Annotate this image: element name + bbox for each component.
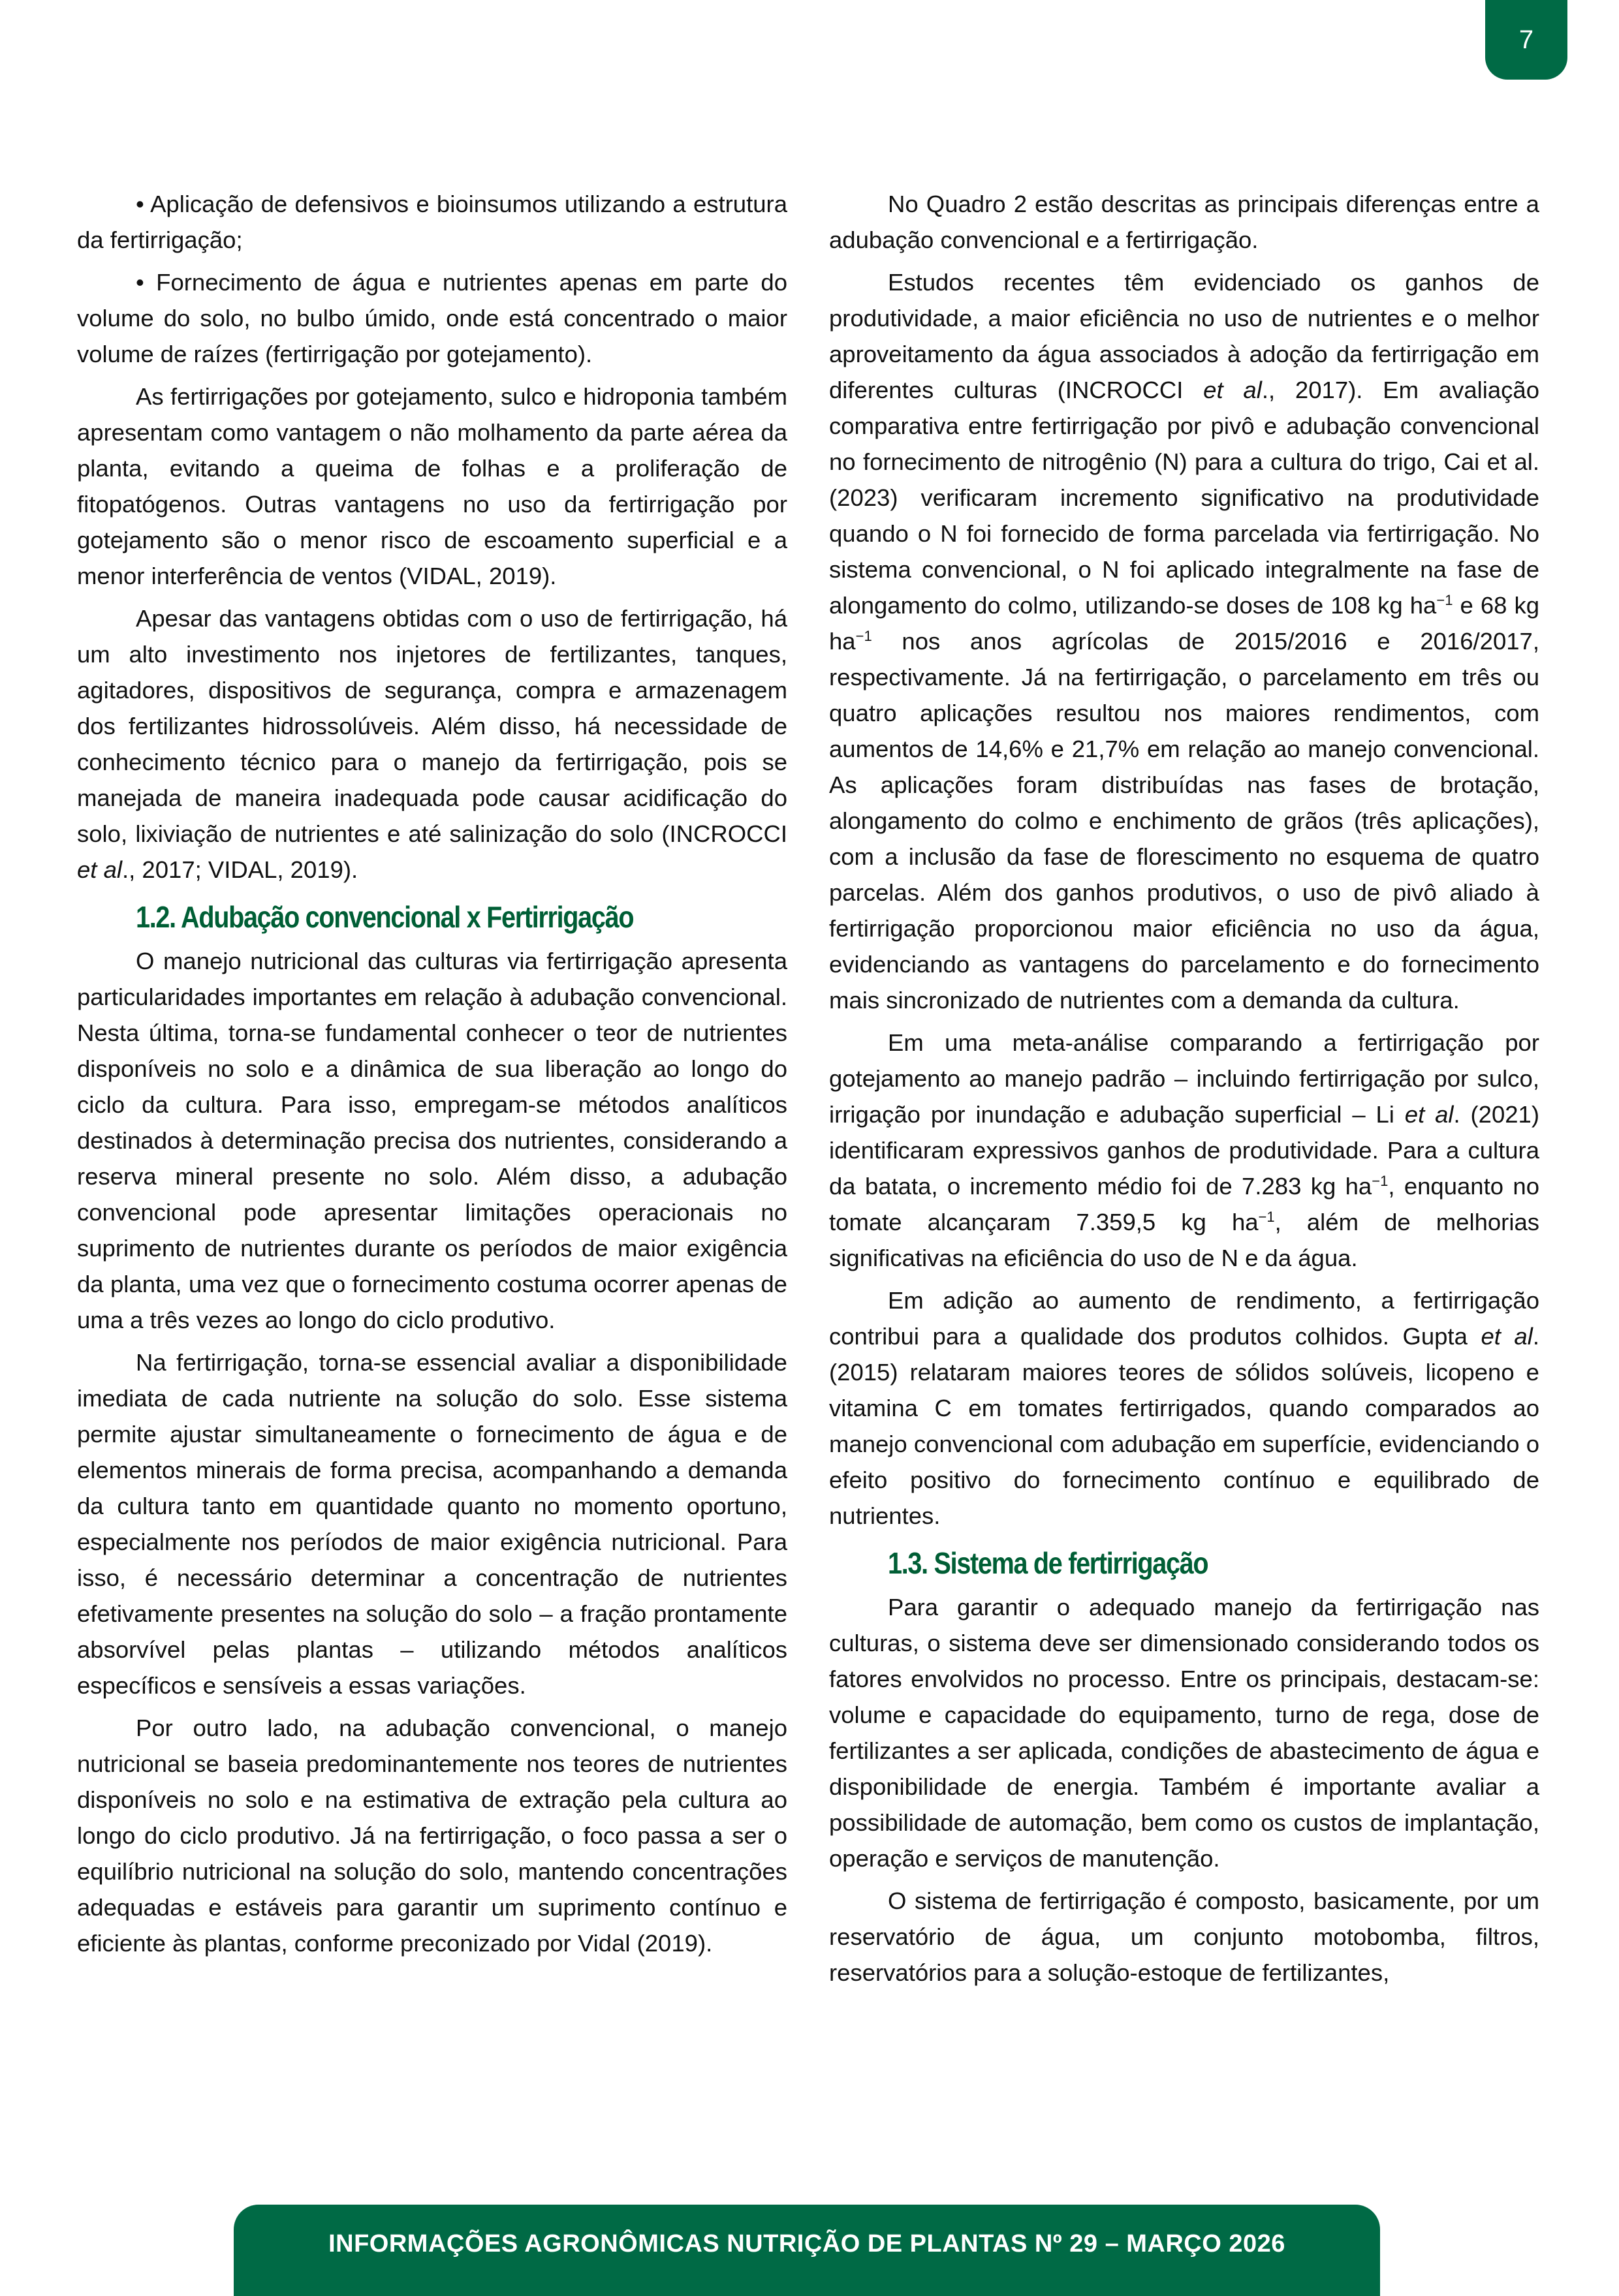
paragraph: Por outro lado, na adubação convencional, o manejo nutricional se baseia predominantemente nos teores de nutrientes disponíveis no solo e na estimativa de extração pela cultura ao longo do ciclo produtivo. Já na fertirrigação, o foco passa a ser o equilíbrio nutricional na solução do solo, mantendo concentrações adequadas e estáveis para garantir um suprimento contínuo e eficiente às plantas, conforme preconizado por Vidal (2019). [77,1714,787,1957]
paragraph: No Quadro 2 estão descritas as principais diferenças entre a adubação convencional e a fertirrigação. [829,191,1539,253]
paragraph: Na fertirrigação, torna-se essencial avaliar a disponibilidade imediata de cada nutriente na solução do solo. Esse sistema permite ajustar simultaneamente o fornecimento de água e de elementos minerais de forma precisa, acompanhando a demanda da cultura tanto em quantidade quanto no momento oportuno, especialmente nos períodos de maior exigência nutricional. Para isso, é necessário determinar a concentração de nutrientes efetivamente presentes na solução do solo – a fração prontamente absorvível pelas plantas – utilizando métodos analíticos específicos e sensíveis a essas variações. [77,1349,787,1699]
paragraph: Para garantir o adequado manejo da fertirrigação nas culturas, o sistema deve ser dimensionado considerando todos os fatores envolvidos no processo. Entre os principais, destacam-se: volume e capacidade do equipamento, turno de rega, dose de fertilizantes a ser aplicada, condições de abastecimento de água e disponibilidade de energia. Também é importante avaliar a possibilidade de automação, bem como os custos de implantação, operação e serviços de manutenção. [829,1594,1539,1872]
paragraph: Estudos recentes têm evidenciado os ganhos de produtividade, a maior eficiência no uso de nutrientes e o melhor aproveitamento da água associados à adoção da fertirrigação em diferentes culturas (INCROCCI et al., 2017). Em avaliação comparativa entre fertirrigação por pivô e adubação convencional no fornecimento de nitrogênio (N) para a cultura do trigo, Cai et al. (2023) verificaram incremento significativo na produtividade quando o N foi fornecido de forma parcelada via fertirrigação. No sistema convencional, o N foi aplicado integralmente na fase de alongamento do colmo, utilizando-se doses de 108 kg $ha^{-1}$ e 68 kg $ha^{-1}$ nos anos agrícolas de 2015/2016 e 2016/2017, respectivamente. Já na fertirrigação, o parcelamento em três ou quatro aplicações resultou nos maiores rendimentos, com aumentos de 14,6% e 21,7% em relação ao manejo convencional. As aplicações foram distribuídas nas fases de brotação, alongamento do colmo e enchimento de grãos (três aplicações), com a inclusão da fase de florescimento no esquema de quatro parcelas. Além dos ganhos produtivos, o uso de pivô aliado à fertirrigação proporcionou maior eficiência no uso da água, evidenciando as vantagens do parcelamento e do fornecimento mais sincronizado de nutrientes com a demanda da cultura. [829,269,1540,1014]
paragraph: As fertirrigações por gotejamento, sulco e hidroponia também apresentam como vantagem o não molhamento da parte aérea da planta, evitando a queima de folhas e a proliferação de fitopatógenos. Outras vantagens no uso da fertirrigação por gotejamento são o menor risco de escoamento superficial e a menor interferência de ventos (VIDAL, 2019). [77,383,787,589]
footer-text: INFORMAÇÕES AGRONÔMICAS NUTRIÇÃO DE PLANTAS Nº 29 – MARÇO 2026 [328,2229,1285,2257]
section-heading: 1.2. Adubação convencional x Fertirrigação [136,900,634,934]
paragraph: O manejo nutricional das culturas via fertirrigação apresenta particularidades importantes em relação à adubação convencional. Nesta última, torna-se fundamental conhecer o teor de nutrientes disponíveis no solo e a dinâmica de sua liberação ao longo do ciclo da cultura. Para isso, empregam-se métodos analíticos destinados à determinação precisa dos nutrientes, considerando a reserva mineral presente no solo. Além disso, a adubação convencional pode apresentar limitações operacionais no suprimento de nutrientes durante os períodos de maior exigência da planta, uma vez que o fornecimento costuma ocorrer apenas de uma a três vezes ao longo do ciclo produtivo. [77,948,787,1333]
page-number-badge [1485,0,1567,80]
right-column [829,186,1539,1997]
bullet-item: • Aplicação de defensivos e bioinsumos utilizando a estrutura da fertirrigação; [77,191,787,253]
paragraph: Em adição ao aumento de rendimento, a fertirrigação contribui para a qualidade dos produtos colhidos. Gupta et al. (2015) relataram maiores teores de sólidos solúveis, licopeno e vitamina C em tomates fertirrigados, quando comparados ao manejo convencional com adubação em superfície, evidenciando o efeito positivo do fornecimento contínuo e equilibrado de nutrientes. [829,1287,1539,1529]
section-heading: 1.3. Sistema de fertirrigação [888,1546,1208,1580]
page-number: 7 [1518,25,1534,54]
paragraph: Apesar das vantagens obtidas com o uso de fertirrigação, há um alto investimento nos injetores de fertilizantes, tanques, agitadores, dispositivos de segurança, compra e armazenagem dos fertilizantes hidrossolúveis. Além disso, há necessidade de conhecimento técnico para o manejo da fertirrigação, pois se manejada de maneira inadequada pode causar acidificação do solo, lixiviação de nutrientes e até salinização do solo (INCROCCI et al., 2017; VIDAL, 2019). [77,605,787,883]
left-column [77,186,787,1968]
paragraph: Em uma meta-análise comparando a fertirrigação por gotejamento ao manejo padrão – incluindo fertirrigação por sulco, irrigação por inundação e adubação superficial – Li et al. (2021) identificaram expressivos ganhos de produtividade. Para a cultura da batata, o incremento médio foi de 7.283 kg $ha^{-1}$, enquanto no tomate alcançaram 7.359,5 kg $ha^{-1}$, além de melhorias significativas na eficiência do uso de N e da água. [829,1029,1539,1271]
paragraph: O sistema de fertirrigação é composto, basicamente, por um reservatório de água, um conjunto motobomba, filtros, reservatórios para a solução-estoque de fertilizantes, [829,1887,1539,1986]
footer-banner [234,2205,1380,2296]
bullet-item: • Fornecimento de água e nutrientes apenas em parte do volume do solo, no bulbo úmido, onde está concentrado o maior volume de raízes (fertirrigação por gotejamento). [77,269,787,367]
